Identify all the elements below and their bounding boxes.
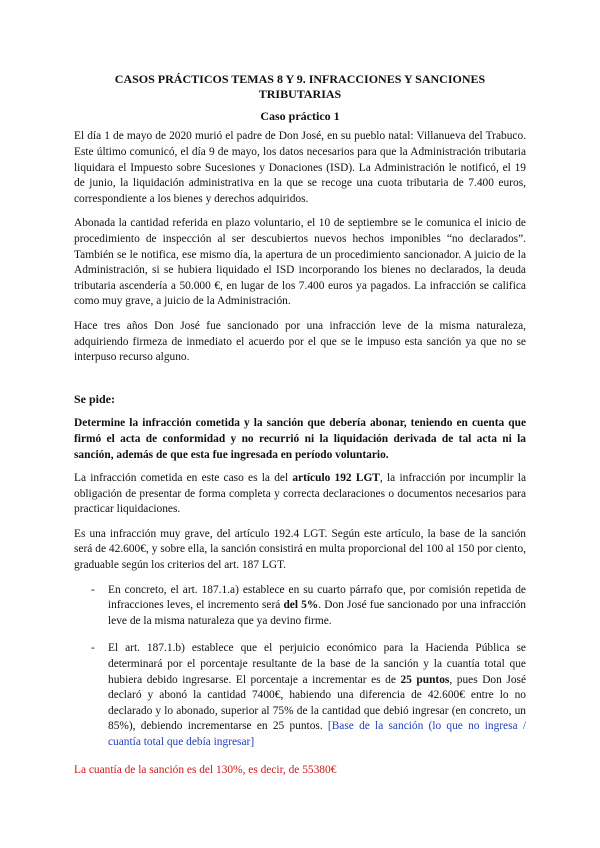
bullet-2-bold: 25 puntos bbox=[400, 673, 450, 686]
question-text: Determine la infracción cometida y la sanción que debería abonar, teniendo en cuenta que firmó el acta de conformidad y no recurrió ni la liquidación derivada de tal acta ni la sanción, además de que esta fue ingresada en período voluntario. bbox=[74, 417, 526, 461]
case-paragraph-1: El día 1 de mayo de 2020 murió el padre de Don José, en su pueblo natal: Villanueva del Trabuco. Este último comunicó, el día 9 de mayo, los datos necesarios para que la Administración tributaria liquidara el Impuesto sobre Sucesiones y Donaciones (ISD). La Administración le notificó, el 19 de junio, la liquidación administrativa en la que se recoge una cuota tributaria de 7.400 euros, correspondiente a los bienes y derechos adquiridos. bbox=[74, 130, 526, 205]
case-heading: Caso práctico 1 bbox=[260, 108, 340, 123]
answer-1-pre: La infracción cometida en este caso es la del bbox=[74, 472, 293, 485]
bullet-1-bold: del 5% bbox=[283, 599, 319, 612]
base-sancion-note: [Base de la sanción (lo que no ingresa / cuantía total que debía ingresar] bbox=[108, 720, 526, 748]
answer-1-bold: artículo 192 LGT bbox=[292, 472, 380, 485]
list-item bbox=[74, 641, 526, 750]
case-paragraph-2: Abonada la cantidad referida en plazo voluntario, el 10 de septiembre se le comunica el inicio de procedimiento de inspección al ser descubiertos nuevos hechos imponibles “no declarados”. También se le notifica, ese mismo día, la apertura de un procedimiento sancionador. A juicio de la Administración, si se hubiera liquidado el ISD incorporando los bienes no declarados, la deuda tributaria ascendería a 50.000 €, en lugar de los 7.400 euros ya pagados. La infracción se califica como muy grave, a juicio de la Administración. bbox=[74, 217, 526, 308]
bullet-2-post: , pues Don José declaró y abonó la cantidad 7400€, habiendo una diferencia de 42.600€ entre lo no declarado y lo abonado, superior al 75% de la cantidad que debió ingresar (en concreto, un 85%), debiendo incrementarse en 25 puntos. bbox=[108, 673, 527, 733]
bullet-dash: - bbox=[91, 583, 95, 596]
bullet-1-pre: En concreto, el art. 187.1.a) establece en su cuarto párrafo que, por comisión repetida de infracciones leves, el incremento será bbox=[108, 583, 526, 612]
criteria-list bbox=[74, 583, 526, 751]
case-paragraph-3: Hace tres años Don José fue sancionado por una infracción leve de la misma naturaleza, adquiriendo firmeza de inmediato el acuerdo por el que se le impuso esta sanción ya que no se interpuso recurso alguno. bbox=[74, 319, 526, 364]
list-item bbox=[74, 583, 526, 630]
answer-1-post: , la infracción por incumplir la obligación de presentar de forma completa y correcta declaraciones o documentos necesarios para practicar liquidaciones. bbox=[74, 472, 527, 516]
bullet-2-pre: El art. 187.1.b) establece que el perjuicio económico para la Hacienda Pública se determinará por el porcentaje resultante de la base de la sanción y la cuantía total que hubiera debido ingresarse. El porcentaje a incrementar es de bbox=[108, 642, 526, 686]
se-pide-heading: Se pide: bbox=[74, 391, 116, 406]
bullet-dash: - bbox=[91, 642, 95, 655]
answer-paragraph-2: Es una infracción muy grave, del artículo 192.4 LGT. Según este artículo, la base de la sanción será de 42.600€, y sobre ella, la sanción consistirá en multa proporcional del 100 al 150 por ciento, graduable según los criterios del art. 187 LGT. bbox=[74, 527, 526, 572]
conclusion-text: La cuantía de la sanción es del 130%, es decir, de 55380€ bbox=[74, 763, 337, 776]
document-title: CASOS PRÁCTICOS TEMAS 8 Y 9. INFRACCIONES Y SANCIONES TRIBUTARIAS bbox=[114, 72, 486, 102]
bullet-1-post: . Don José fue sancionado por una infracción leve de la misma naturaleza que ya devino firme. bbox=[108, 599, 526, 627]
document-page bbox=[74, 72, 526, 787]
answer-paragraph-1 bbox=[74, 471, 526, 518]
